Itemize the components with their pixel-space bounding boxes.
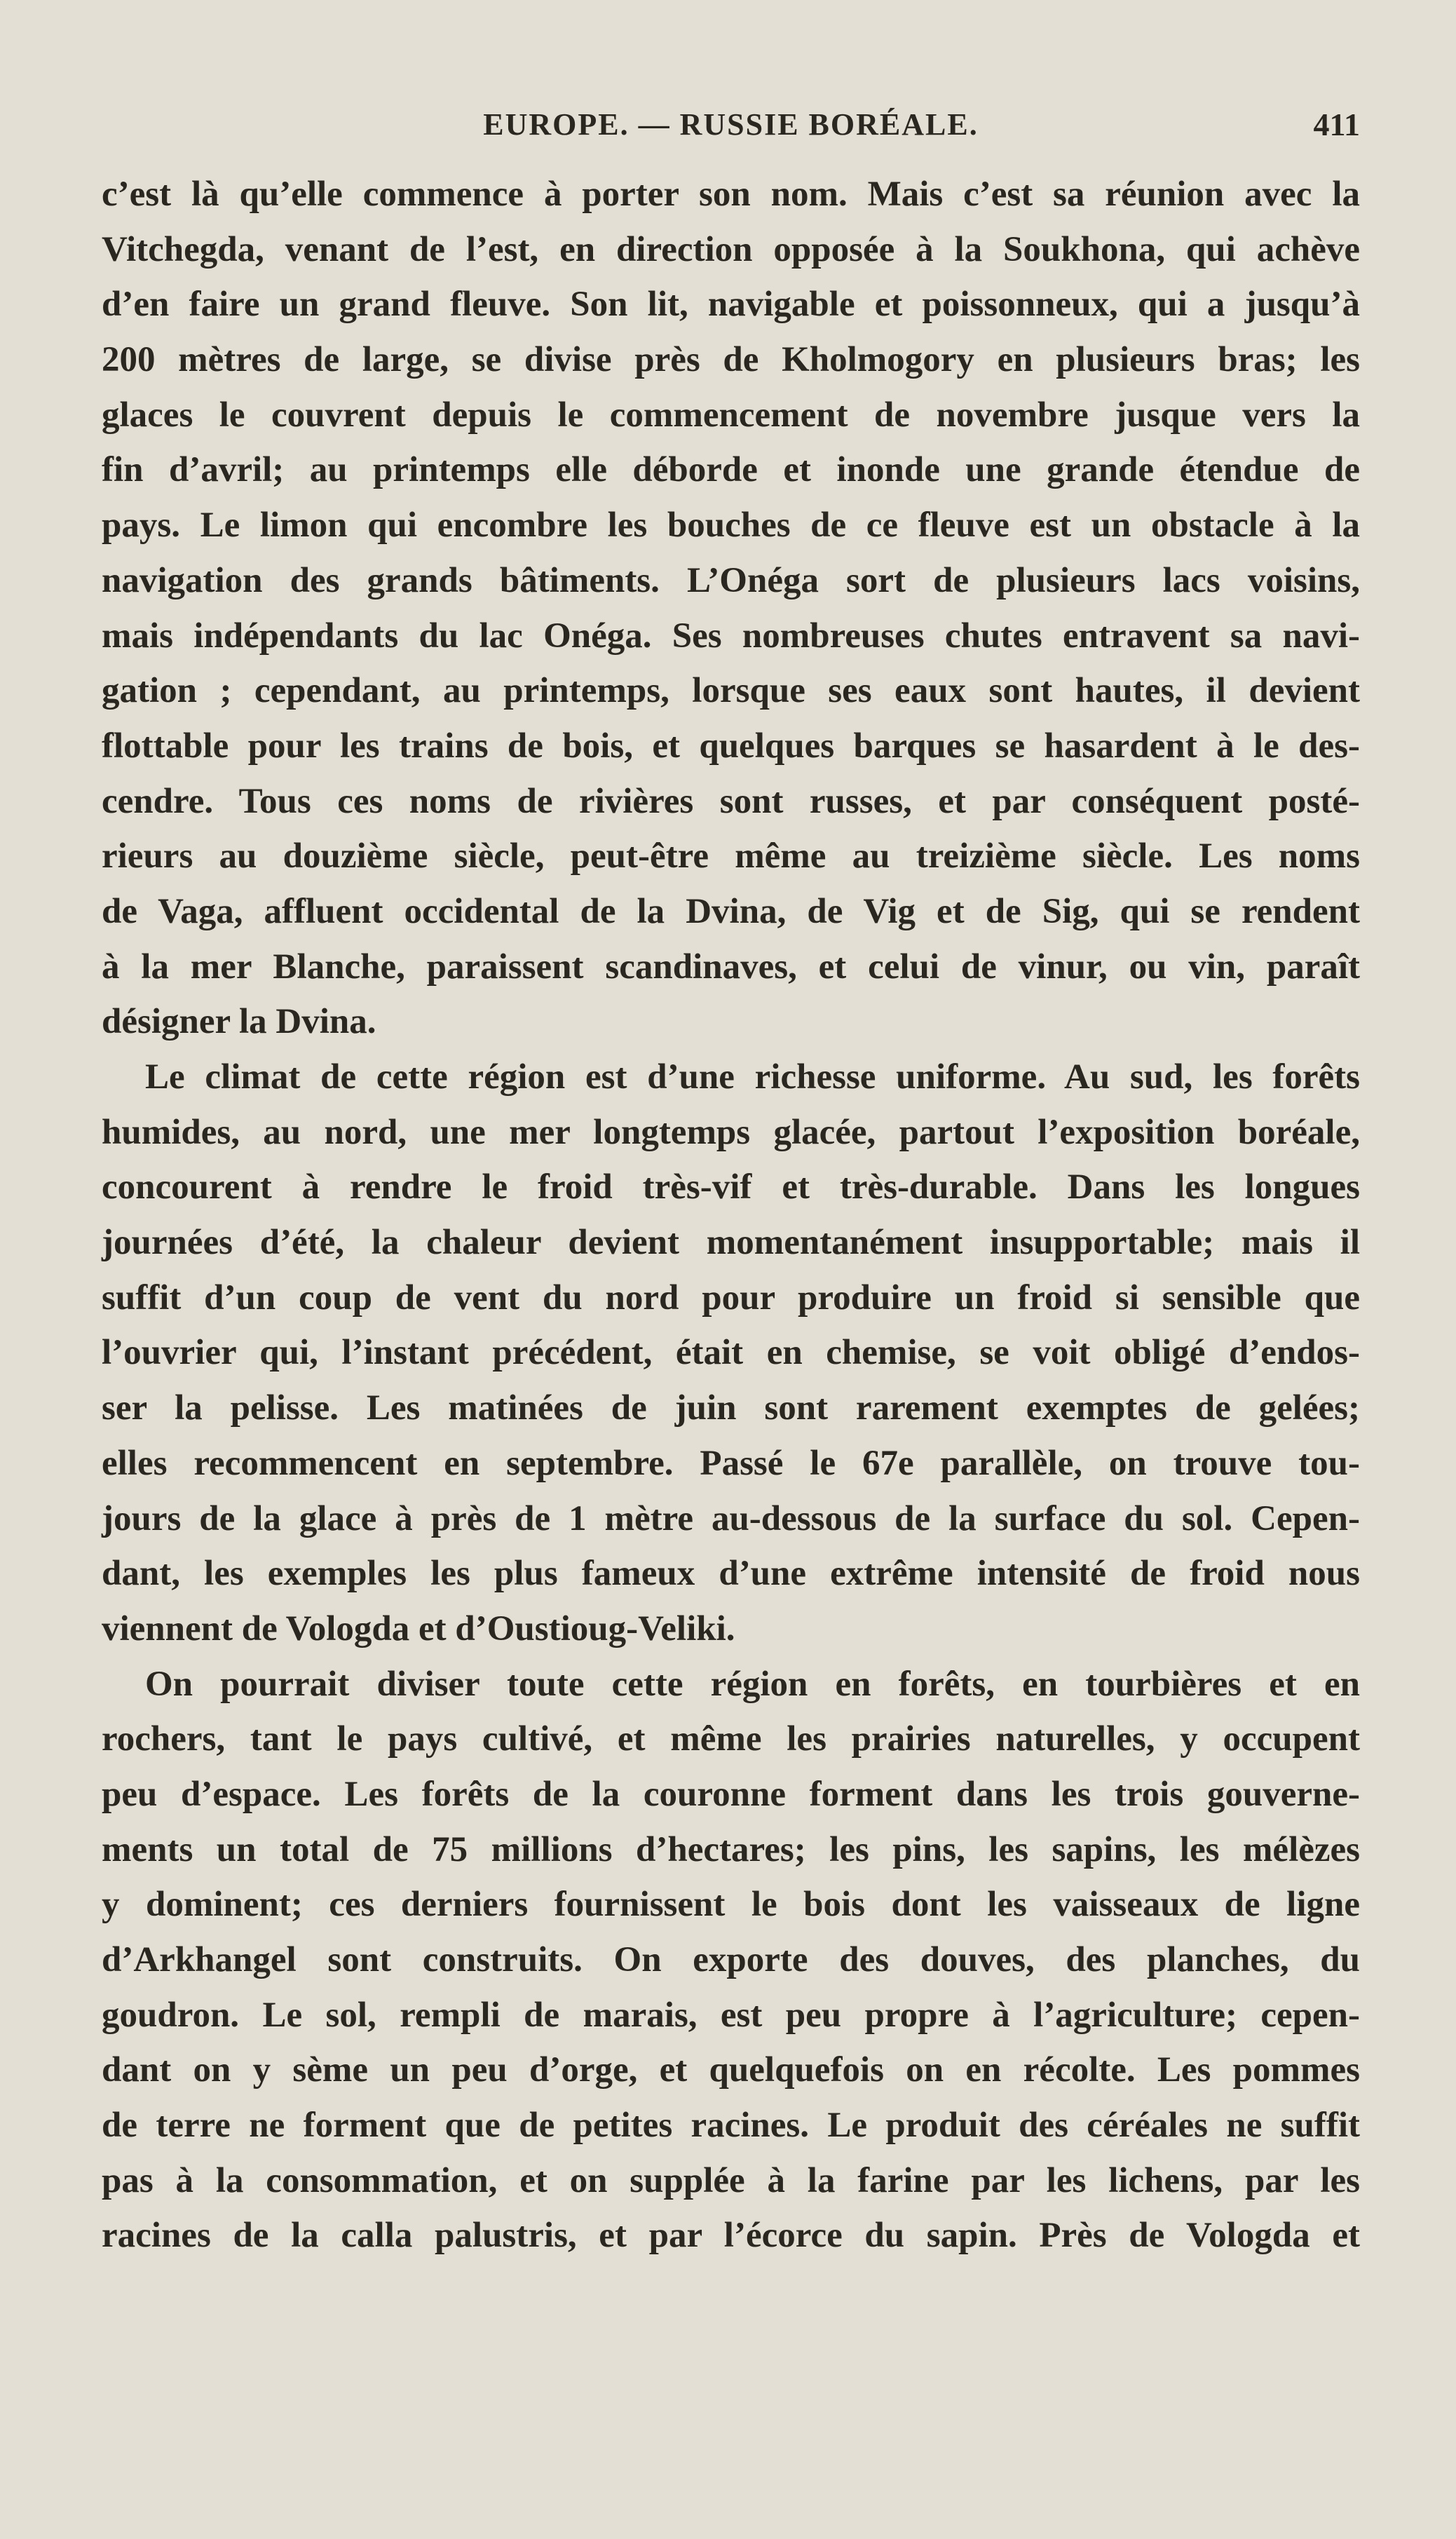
text-line: mais indépendants du lac Onéga. Ses nombreuses chutes entravent sa navi-	[102, 616, 1360, 656]
text-line: racines de la calla palustris, et par l’écorce du sapin. Près de Vologda et	[102, 2216, 1360, 2256]
text-line: de terre ne forment que de petites racines. Le produit des céréales ne suffit	[102, 2106, 1360, 2146]
text-line: elles recommencent en septembre. Passé le 67e parallèle, on trouve tou-	[102, 1443, 1360, 1483]
text-line: ments un total de 75 millions d’hectares; les pins, les sapins, les mélèzes	[102, 1829, 1360, 1869]
text-line: 200 mètres de large, se divise près de Kholmogory en plusieurs bras; les	[102, 340, 1360, 380]
text-line: Vitchegda, venant de l’est, en direction opposée à la Soukhona, qui achève	[102, 229, 1360, 269]
text-line: d’Arkhangel sont construits. On exporte des douves, des planches, du	[102, 1940, 1360, 1979]
text-line: désigner la Dvina.	[102, 1002, 376, 1042]
text-line: cendre. Tous ces noms de rivières sont russes, et par conséquent posté-	[102, 781, 1360, 821]
text-line: y dominent; ces derniers fournissent le bois dont les vaisseaux de ligne	[102, 1885, 1360, 1925]
text-line: concourent à rendre le froid très-vif et très-durable. Dans les longues	[102, 1167, 1360, 1207]
text-line: à la mer Blanche, paraissent scandinaves, et celui de vinur, ou vin, paraît	[102, 947, 1360, 987]
text-line: d’en faire un grand fleuve. Son lit, navigable et poissonneux, qui a jusqu’à	[102, 285, 1360, 325]
text-line: suffit d’un coup de vent du nord pour produire un froid si sensible que	[102, 1278, 1360, 1318]
text-line: Le climat de cette région est d’une richesse uniforme. Au sud, les forêts	[145, 1057, 1360, 1097]
text-line: pas à la consommation, et on supplée à la farine par les lichens, par les	[102, 2160, 1360, 2200]
text-line: de Vaga, affluent occidental de la Dvina, de Vig et de Sig, qui se rendent	[102, 891, 1360, 931]
text-line: rochers, tant le pays cultivé, et même les prairies naturelles, y occupent	[102, 1719, 1360, 1759]
text-line: goudron. Le sol, rempli de marais, est peu propre à l’agriculture; cepen-	[102, 1995, 1360, 2035]
text-line: flottable pour les trains de bois, et quelques barques se hasardent à le des-	[102, 726, 1360, 766]
text-line: gation ; cependant, au printemps, lorsque ses eaux sont hautes, il devient	[102, 671, 1360, 711]
text-line: humides, au nord, une mer longtemps glacée, partout l’exposition boréale,	[102, 1112, 1360, 1152]
text-line: On pourrait diviser toute cette région en forêts, en tourbières et en	[145, 1664, 1360, 1704]
text-line: peu d’espace. Les forêts de la couronne forment dans les trois gouverne-	[102, 1774, 1360, 1814]
text-line: rieurs au douzième siècle, peut-être même au treizième siècle. Les noms	[102, 837, 1360, 876]
text-line: jours de la glace à près de 1 mètre au-dessous de la surface du sol. Cepen-	[102, 1498, 1360, 1538]
text-line: dant on y sème un peu d’orge, et quelquefois on en récolte. Les pommes	[102, 2050, 1360, 2090]
text-line: pays. Le limon qui encombre les bouches de ce fleuve est un obstacle à la	[102, 506, 1360, 546]
text-line: c’est là qu’elle commence à porter son nom. Mais c’est sa réunion avec la	[102, 175, 1360, 214]
text-line: viennent de Vologda et d’Oustioug-Veliki.	[102, 1609, 735, 1648]
text-line: fin d’avril; au printemps elle déborde et inonde une grande étendue de	[102, 450, 1360, 490]
text-line: l’ouvrier qui, l’instant précédent, était en chemise, se voit obligé d’endos-	[102, 1333, 1360, 1373]
text-line: dant, les exemples les plus fameux d’une extrême intensité de froid nous	[102, 1554, 1360, 1594]
text-line: glaces le couvrent depuis le commencement de novembre jusque vers la	[102, 395, 1360, 435]
text-line: ser la pelisse. Les matinées de juin sont rarement exemptes de gelées;	[102, 1388, 1360, 1428]
page-number: 411	[1313, 107, 1360, 142]
running-title: EUROPE. — RUSSIE BORÉALE.	[483, 107, 979, 142]
text-line: navigation des grands bâtiments. L’Onéga sort de plusieurs lacs voisins,	[102, 560, 1360, 600]
running-head	[102, 104, 1360, 146]
body-text	[102, 167, 1360, 2263]
text-line: journées d’été, la chaleur devient momentanément insupportable; mais il	[102, 1223, 1360, 1263]
